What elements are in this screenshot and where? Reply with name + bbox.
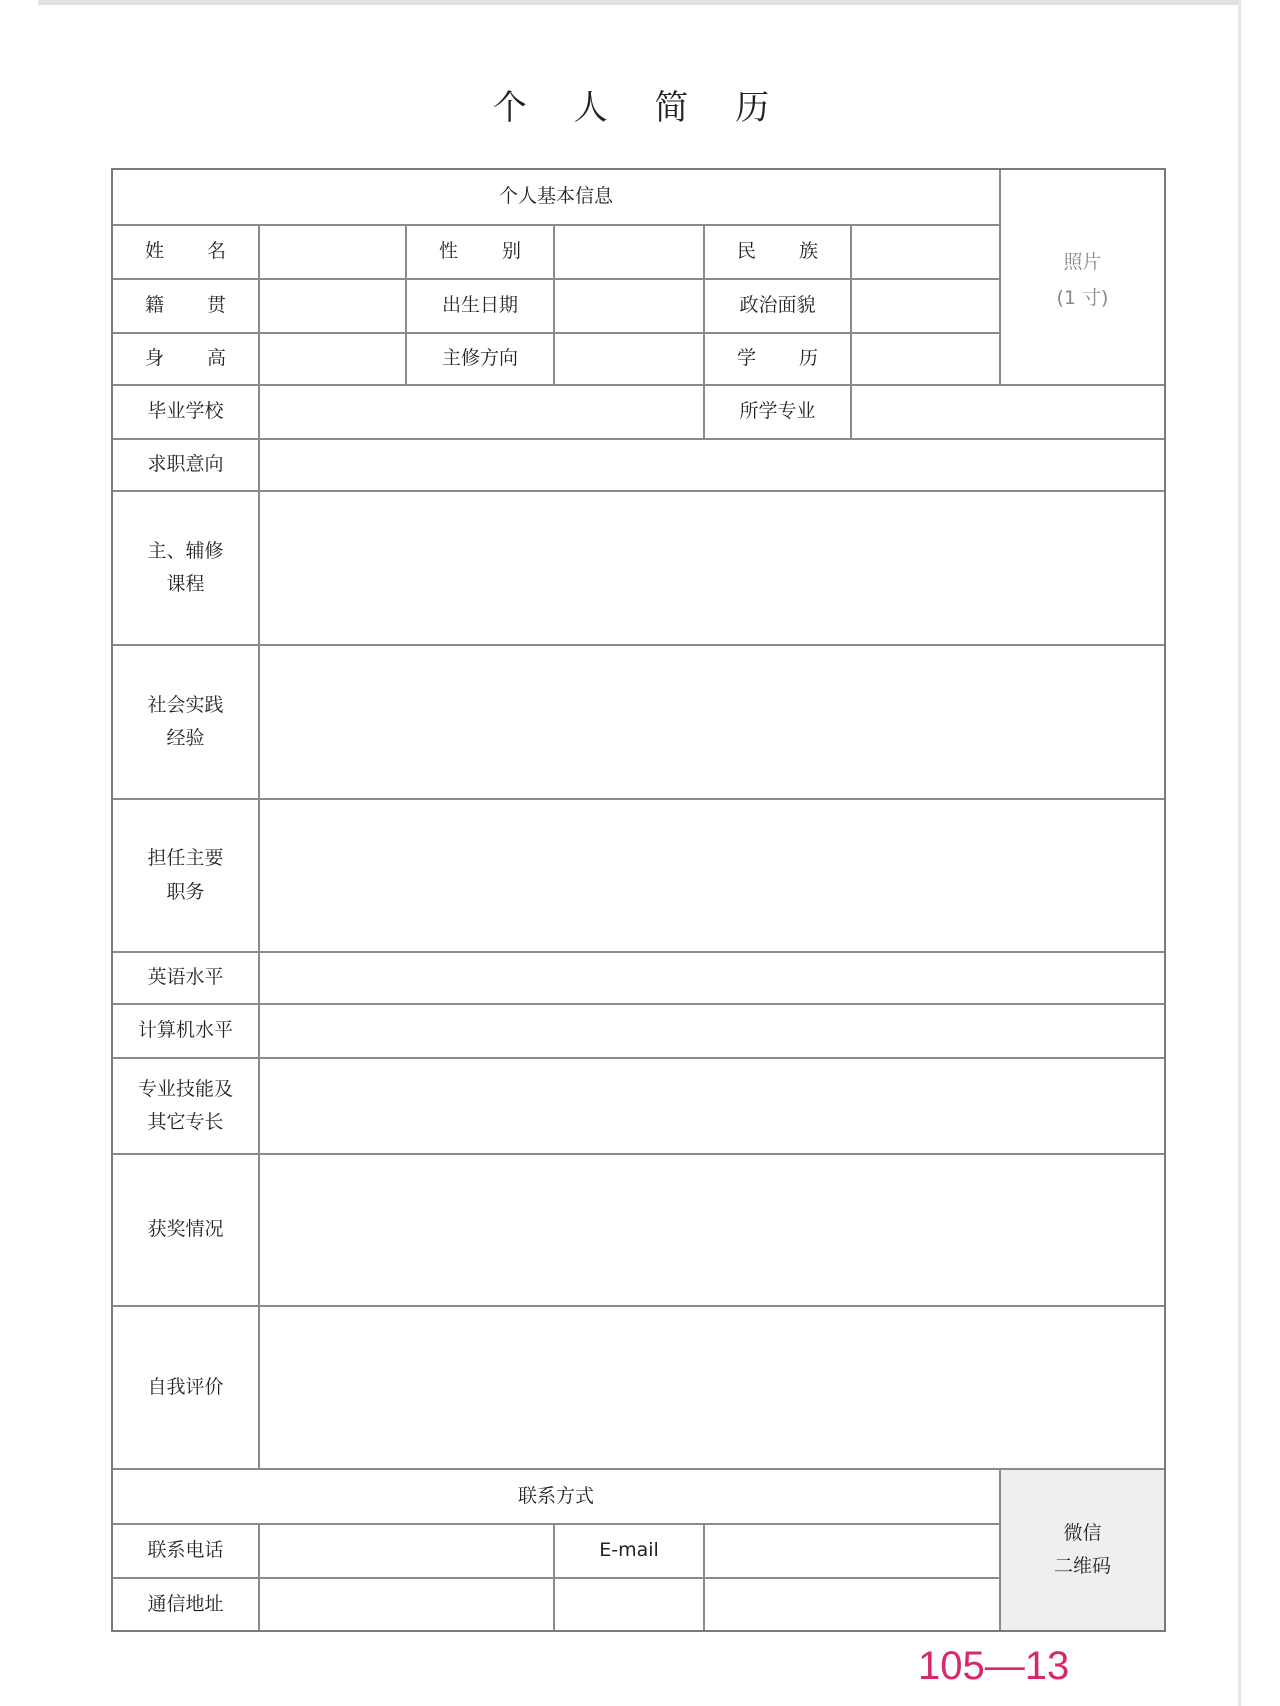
self-evaluation-label: 自我评价 bbox=[113, 1307, 260, 1470]
page-number: 105—13 bbox=[918, 1644, 1070, 1688]
major-value[interactable] bbox=[852, 386, 1164, 440]
wechat-label: 微信 bbox=[1063, 1521, 1102, 1544]
courses-label: 主、辅修 课程 bbox=[113, 492, 260, 646]
school-label: 毕业学校 bbox=[113, 386, 260, 440]
birth-date-label: 出生日期 bbox=[407, 280, 555, 334]
page-title: 个 人 简 历 bbox=[492, 88, 788, 128]
wechat-qr-box[interactable] bbox=[1001, 1470, 1164, 1630]
courses-value[interactable] bbox=[260, 492, 1164, 646]
basic-info-header: 个人基本信息 bbox=[113, 170, 1001, 226]
ethnicity-value[interactable] bbox=[852, 226, 1001, 280]
qr-code-label: 二维码 bbox=[1053, 1555, 1111, 1577]
major-direction-value[interactable] bbox=[555, 334, 705, 386]
address-label: 通信地址 bbox=[113, 1579, 260, 1630]
english-value[interactable] bbox=[260, 953, 1164, 1005]
social-practice-value[interactable] bbox=[260, 646, 1164, 800]
height-label: 身 高 bbox=[113, 334, 260, 386]
positions-value[interactable] bbox=[260, 800, 1164, 953]
computer-value[interactable] bbox=[260, 1005, 1164, 1059]
education-value[interactable] bbox=[852, 334, 1001, 386]
birth-date-value[interactable] bbox=[555, 280, 705, 334]
skills-value[interactable] bbox=[260, 1059, 1164, 1155]
resume-form bbox=[111, 168, 1166, 1632]
phone-value[interactable] bbox=[260, 1525, 555, 1579]
address-value-extra-2[interactable] bbox=[705, 1579, 1001, 1630]
awards-label: 获奖情况 bbox=[113, 1155, 260, 1307]
photo-box[interactable] bbox=[1001, 170, 1164, 386]
email-label: E-mail bbox=[555, 1525, 705, 1579]
awards-value[interactable] bbox=[260, 1155, 1164, 1307]
gender-label: 性 别 bbox=[407, 226, 555, 280]
positions-label: 担任主要 职务 bbox=[113, 800, 260, 953]
self-evaluation-value[interactable] bbox=[260, 1307, 1164, 1470]
ethnicity-label: 民 族 bbox=[705, 226, 852, 280]
address-value-extra-1[interactable] bbox=[555, 1579, 705, 1630]
email-value[interactable] bbox=[705, 1525, 1001, 1579]
contact-header: 联系方式 bbox=[113, 1470, 1001, 1525]
phone-label: 联系电话 bbox=[113, 1525, 260, 1579]
sheet-right-edge bbox=[1238, 0, 1241, 1706]
native-place-value[interactable] bbox=[260, 280, 407, 334]
photo-size-label: (1 寸) bbox=[1056, 287, 1109, 310]
name-value[interactable] bbox=[260, 226, 407, 280]
job-intention-value[interactable] bbox=[260, 440, 1164, 492]
height-value[interactable] bbox=[260, 334, 407, 386]
address-value[interactable] bbox=[260, 1579, 555, 1630]
name-label: 姓 名 bbox=[113, 226, 260, 280]
political-status-label: 政治面貌 bbox=[705, 280, 852, 334]
english-label: 英语水平 bbox=[113, 953, 260, 1005]
political-status-value[interactable] bbox=[852, 280, 1001, 334]
job-intention-label: 求职意向 bbox=[113, 440, 260, 492]
computer-label: 计算机水平 bbox=[113, 1005, 260, 1059]
sheet-top-edge bbox=[38, 0, 1238, 5]
skills-label: 专业技能及 其它专长 bbox=[113, 1059, 260, 1155]
major-label: 所学专业 bbox=[705, 386, 852, 440]
school-value[interactable] bbox=[260, 386, 705, 440]
social-practice-label: 社会实践 经验 bbox=[113, 646, 260, 800]
education-label: 学 历 bbox=[705, 334, 852, 386]
major-direction-label: 主修方向 bbox=[407, 334, 555, 386]
native-place-label: 籍 贯 bbox=[113, 280, 260, 334]
gender-value[interactable] bbox=[555, 226, 705, 280]
photo-label: 照片 bbox=[1063, 251, 1102, 273]
